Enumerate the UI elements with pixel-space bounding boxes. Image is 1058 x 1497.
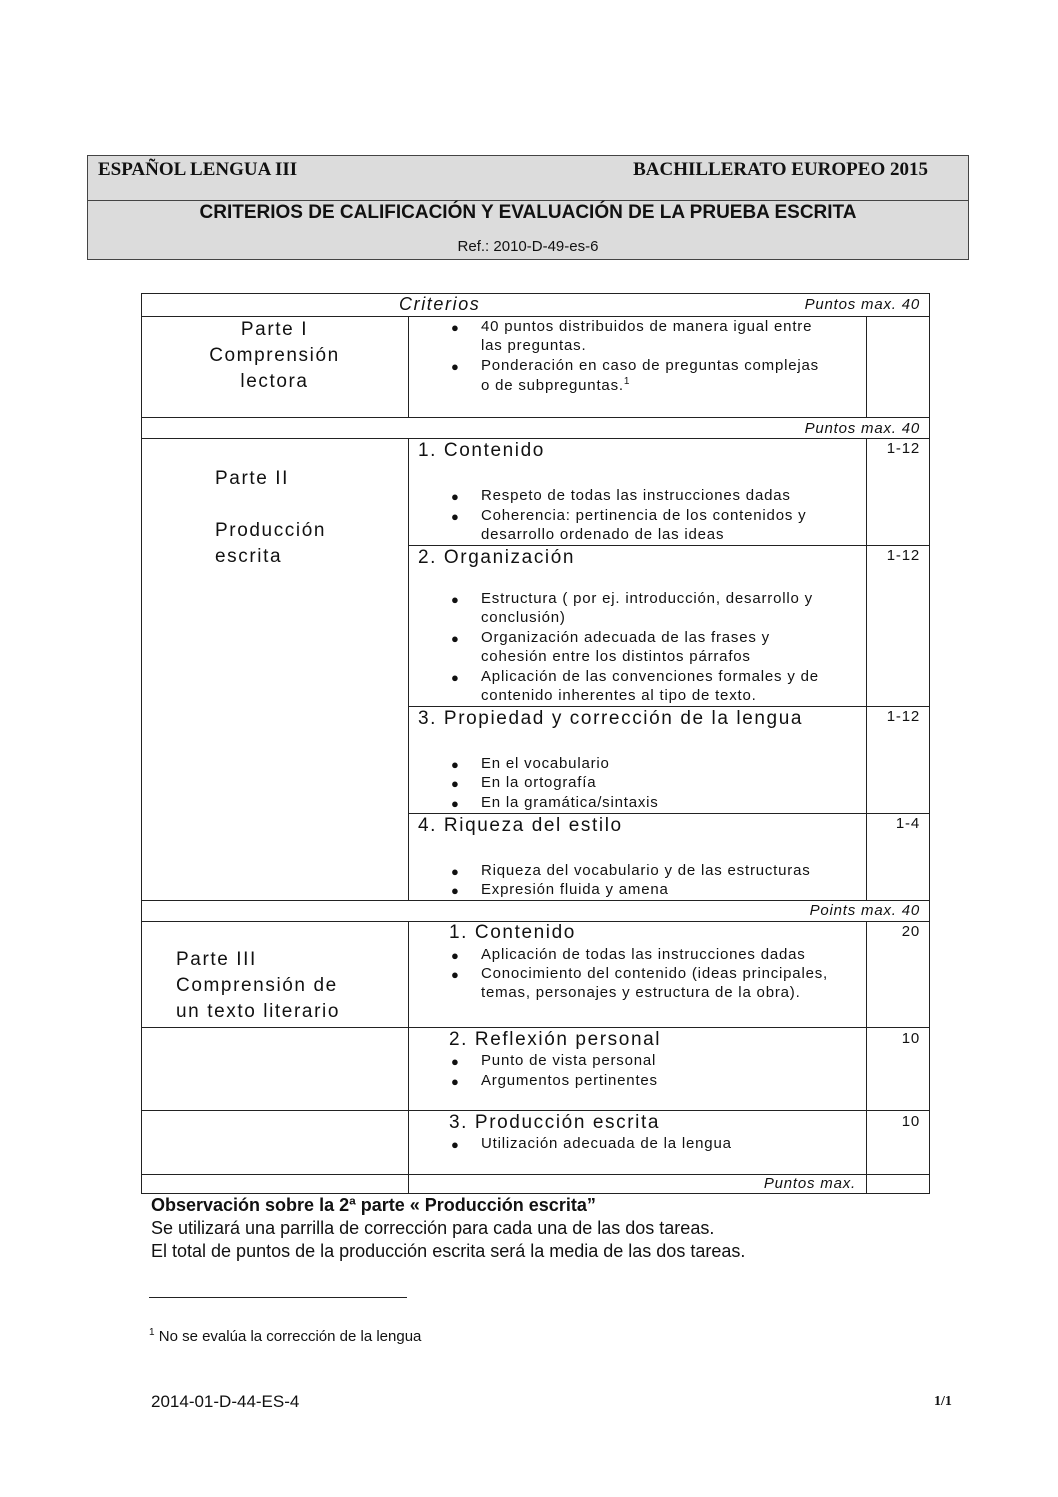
bullet-icon: ● bbox=[451, 320, 459, 335]
bullet-text: Organización adecuada de las frases y bbox=[481, 629, 770, 646]
parte2-label-line: Parte II bbox=[215, 468, 290, 489]
footnote bbox=[149, 1327, 421, 1345]
section-title: 3. Producción escrita bbox=[449, 1112, 661, 1133]
footnote-text: No se evalúa la corrección de la lengua bbox=[158, 1328, 422, 1345]
subject-title: ESPAÑOL LENGUA III bbox=[98, 159, 298, 180]
bullet-icon: ● bbox=[451, 1137, 459, 1152]
bullet-text: Argumentos pertinentes bbox=[481, 1072, 658, 1089]
bullet-text: contenido inherentes al tipo de texto. bbox=[481, 687, 757, 704]
bullet-text: Aplicación de todas las instrucciones dadas bbox=[481, 946, 806, 963]
section-title: 1. Contenido bbox=[449, 922, 576, 943]
observation-line: El total de puntos de la producción escrita será la media de las dos tareas. bbox=[151, 1241, 746, 1261]
parte3-label-line: Comprensión de bbox=[176, 975, 338, 996]
header-row bbox=[88, 156, 968, 201]
bullet-text: temas, personajes y estructura de la obra). bbox=[481, 984, 801, 1001]
bullet-icon: ● bbox=[451, 1054, 459, 1069]
bullet-text: En la ortografía bbox=[481, 774, 597, 791]
observation bbox=[151, 1194, 745, 1263]
section-score: 20 bbox=[901, 923, 920, 940]
bullet-icon: ● bbox=[451, 883, 459, 898]
parte3-label-line: un texto literario bbox=[176, 1001, 340, 1022]
document-ref: Ref.: 2010-D-49-es-6 bbox=[457, 238, 599, 255]
bullet-icon: ● bbox=[451, 1074, 459, 1089]
document-code: 2014-01-D-44-ES-4 bbox=[151, 1392, 300, 1411]
bullet-icon: ● bbox=[451, 967, 459, 982]
bullet-icon: ● bbox=[451, 509, 459, 524]
bullet-icon: ● bbox=[451, 796, 459, 811]
section-title: 3. Propiedad y corrección de la lengua bbox=[418, 708, 804, 729]
bullet-text: Riqueza del vocabulario y de las estructuras bbox=[481, 862, 811, 879]
footnote-number: 1 bbox=[149, 1327, 155, 1338]
footnote-divider bbox=[149, 1297, 407, 1298]
bullet-text: Respeto de todas las instrucciones dadas bbox=[481, 487, 791, 504]
puntos-max-header: Puntos max. 40 bbox=[804, 296, 920, 313]
bullet-icon: ● bbox=[451, 757, 459, 772]
footnote-ref: 1 bbox=[623, 376, 631, 387]
bullet-text: desarrollo ordenado de las ideas bbox=[481, 526, 725, 543]
bullet-text: Utilización adecuada de la lengua bbox=[481, 1135, 732, 1152]
bullet-text: Conocimiento del contenido (ideas principales, bbox=[481, 965, 828, 982]
section-score: 10 bbox=[901, 1030, 920, 1047]
document-title: CRITERIOS DE CALIFICACIÓN Y EVALUACIÓN DE LA PRUEBA ESCRITA bbox=[199, 202, 857, 223]
parte2-label-line: Producción bbox=[215, 520, 327, 541]
parte3-puntos: Points max. 40 bbox=[809, 902, 920, 919]
section-score: 1-12 bbox=[886, 440, 920, 457]
page-number: 1/1 bbox=[934, 1394, 952, 1409]
section-score: 1-4 bbox=[895, 815, 920, 832]
bullet-icon: ● bbox=[451, 948, 459, 963]
bullet-text: En el vocabulario bbox=[481, 755, 610, 772]
bullet-icon: ● bbox=[451, 776, 459, 791]
bullet-text: Estructura ( por ej. introducción, desarrollo y bbox=[481, 590, 813, 607]
bullet-icon: ● bbox=[451, 489, 459, 504]
section-title: 2. Reflexión personal bbox=[449, 1029, 662, 1050]
section-score: 1-12 bbox=[886, 708, 920, 725]
bullet-text: cohesión entre los distintos párrafos bbox=[481, 648, 751, 665]
criteria-table bbox=[141, 293, 930, 1194]
bullet-text bbox=[481, 376, 630, 394]
parte1-label-line: Parte I bbox=[240, 319, 309, 340]
parte1-label-line: Comprensión bbox=[209, 345, 340, 366]
exam-title: BACHILLERATO EUROPEO 2015 bbox=[633, 159, 928, 180]
parte1-label-line: lectora bbox=[240, 371, 309, 392]
bullet-text: Coherencia: pertinencia de los contenidos y bbox=[481, 507, 807, 524]
observation-line: Se utilizará una parrilla de corrección para cada una de las dos tareas. bbox=[151, 1218, 715, 1238]
bullet-text: las preguntas. bbox=[481, 337, 587, 354]
observation-title: Observación sobre la 2ª parte « Producción escrita” bbox=[151, 1195, 596, 1215]
puntos-max-footer: Puntos max. bbox=[763, 1175, 856, 1192]
bullet-text: conclusión) bbox=[481, 609, 566, 626]
bullet-text: Ponderación en caso de preguntas complejas bbox=[481, 357, 819, 374]
bullet-icon: ● bbox=[451, 592, 459, 607]
parte2-label-line: escrita bbox=[215, 546, 283, 567]
section-score: 1-12 bbox=[886, 547, 920, 564]
bullet-icon: ● bbox=[451, 670, 459, 685]
bullet-text: Aplicación de las convenciones formales y de bbox=[481, 668, 819, 685]
bullet-text: Punto de vista personal bbox=[481, 1052, 657, 1069]
parte2-puntos: Puntos max. 40 bbox=[804, 420, 920, 437]
section-title: 1. Contenido bbox=[418, 440, 545, 461]
bullet-text: Expresión fluida y amena bbox=[481, 881, 669, 898]
criterios-heading: Criterios bbox=[399, 294, 481, 314]
bullet-icon: ● bbox=[451, 359, 459, 374]
section-title: 4. Riqueza del estilo bbox=[418, 815, 623, 836]
parte3-label-line: Parte III bbox=[176, 949, 257, 970]
bullet-text: 40 puntos distribuidos de manera igual entre bbox=[481, 318, 813, 335]
bullet-icon: ● bbox=[451, 864, 459, 879]
section-score: 10 bbox=[901, 1113, 920, 1130]
bullet-text: En la gramática/sintaxis bbox=[481, 794, 659, 811]
section-title: 2. Organización bbox=[418, 547, 576, 568]
document-header bbox=[87, 155, 969, 260]
bullet-icon: ● bbox=[451, 631, 459, 646]
bullet-text-part: o de subpreguntas. bbox=[481, 377, 624, 394]
